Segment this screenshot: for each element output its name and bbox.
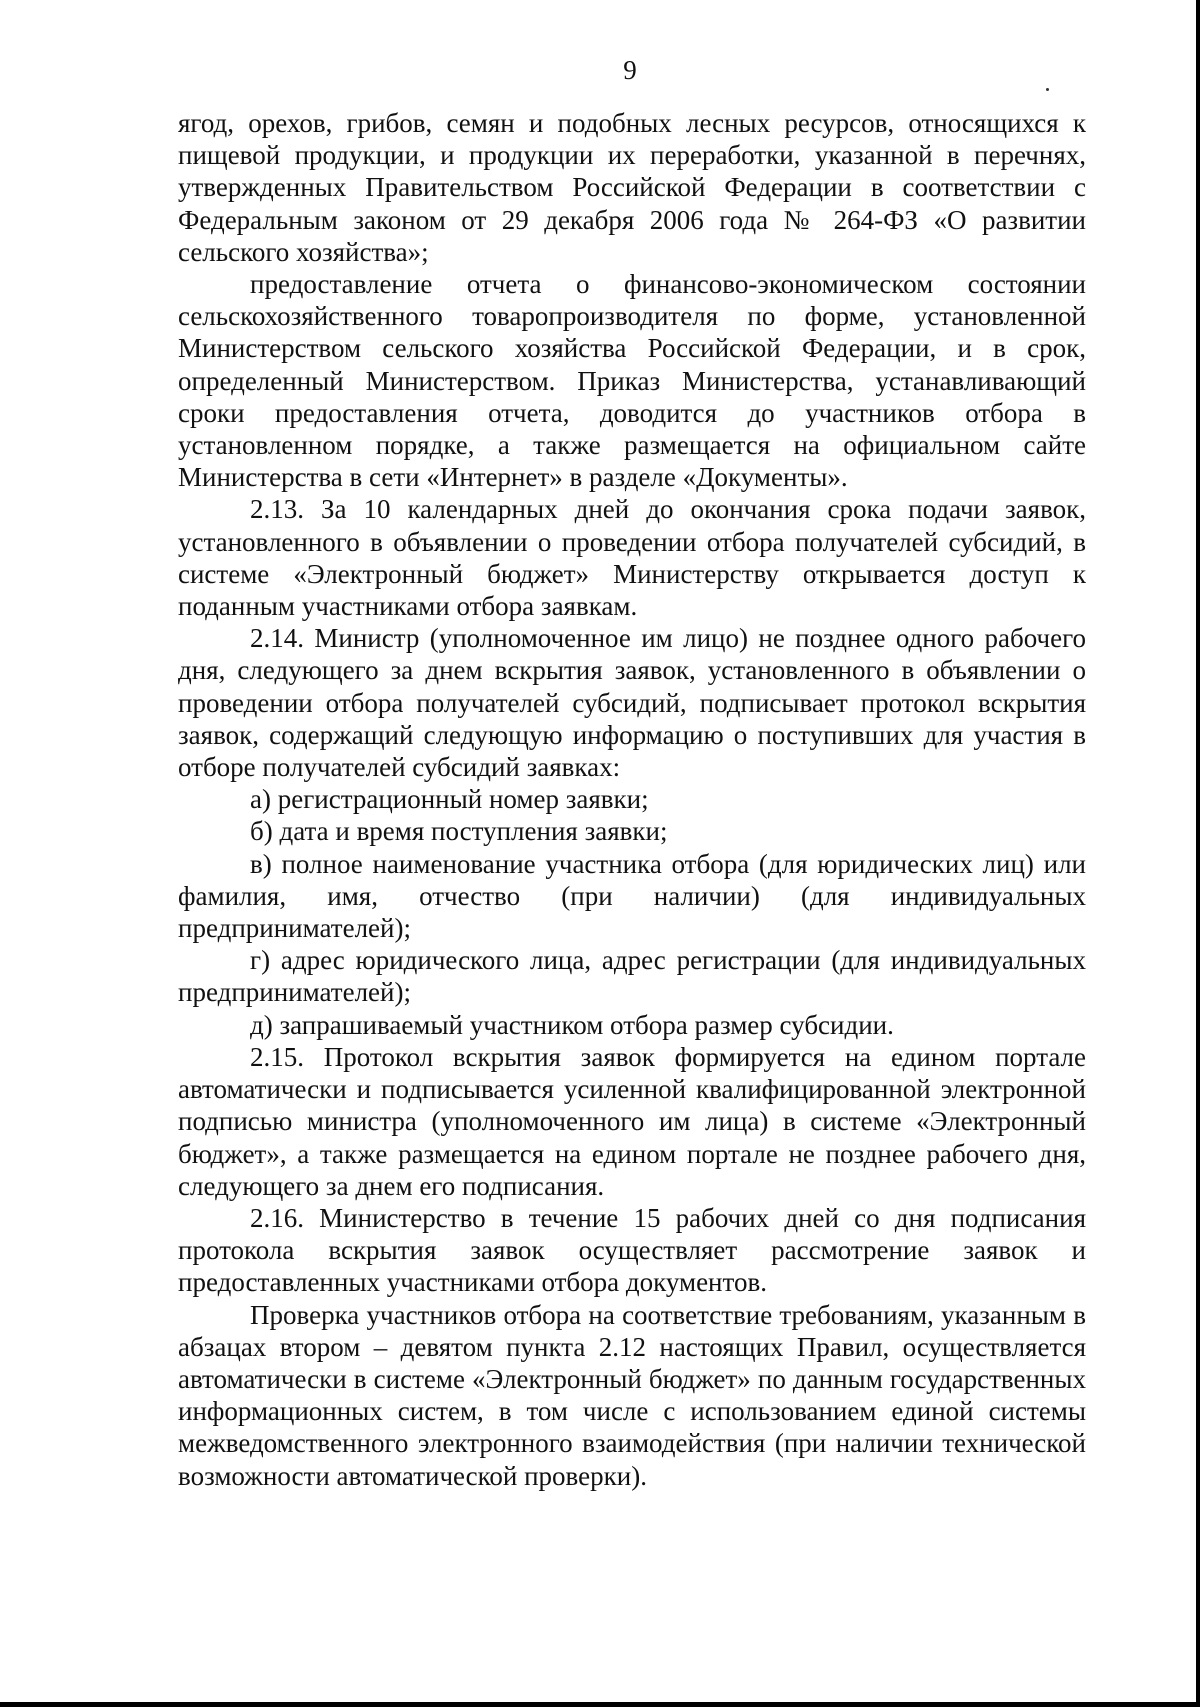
page-number: 9 <box>623 55 637 85</box>
list-item-b: б) дата и время поступления заявки; <box>250 816 668 847</box>
paragraph-participant-check: Проверка участников отбора на соответствие требованиям, указанным в абзацах втором – девятом пункта 2.12 настоящих Правил, осуществляется автоматически в системе «Электронный бюджет» по данным государственных информационных систем, в том числе с использованием единой системы межведомственного электронного взаимодействия (при наличии технической возможности автоматической проверки). <box>178 1299 1086 1491</box>
list-item-g: г) адрес юридического лица, адрес регистрации (для индивидуальных предпринимателей); <box>178 945 1086 1008</box>
paragraph-2-15: 2.15. Протокол вскрытия заявок формируется на едином портале автоматически и подписывается усиленной квалифицированной электронной подписью министра (уполномоченного им лица) в системе «Электронный бюджет», а также размещается на едином портале не позднее рабочего дня, следующего за днем его подписания. <box>178 1041 1086 1201</box>
paragraph-continuation: ягод, орехов, грибов, семян и подобных лесных ресурсов, относящихся к пищевой продукции, и продукции их переработки, указанной в перечнях, утвержденных Правительством Российской Федерации в соответствии с Федеральным законом от 29 декабря 2006 года № 264-ФЗ «О развитии сельского хозяйства»; <box>178 108 1086 267</box>
list-item-a: а) регистрационный номер заявки; <box>250 784 649 815</box>
scan-speck <box>1046 88 1049 91</box>
paragraph-2-16: 2.16. Министерство в течение 15 рабочих дней со дня подписания протокола вскрытия заявок осуществляет рассмотрение заявок и предоставленных участниками отбора документов. <box>178 1202 1086 1298</box>
scan-right-edge <box>1196 0 1200 1707</box>
paragraph-report-submission: предоставление отчета о финансово-экономическом состоянии сельскохозяйственного товаропроизводителя по форме, установленной Министерством сельского хозяйства Российской Федерации, и в срок, определенный Министерством. Приказ Министерства, устанавливающий сроки предоставления отчета, доводится до участников отбора в установленном порядке, а также размещается на официальном сайте Министерства в сети «Интернет» в разделе «Документы». <box>178 269 1086 493</box>
list-item-d: д) запрашиваемый участником отбора размер субсидии. <box>250 1009 894 1040</box>
scan-bottom-edge <box>0 1702 1200 1707</box>
paragraph-2-13: 2.13. За 10 календарных дней до окончания срока подачи заявок, установленного в объявлении о проведении отбора получателей субсидий, в системе «Электронный бюджет» Министерству открывается доступ к поданным участниками отбора заявкам. <box>178 494 1086 622</box>
list-item-v: в) полное наименование участника отбора (для юридических лиц) или фамилия, имя, отчество (при наличии) (для индивидуальных предпринимателей); <box>178 848 1086 944</box>
document-body <box>178 107 1086 1492</box>
paragraph-2-14: 2.14. Министр (уполномоченное им лицо) не позднее одного рабочего дня, следующего за днем вскрытия заявок, установленного в объявлении о проведении отбора получателей субсидий, подписывает протокол вскрытия заявок, содержащий следующую информацию о поступивших для участия в отборе получателей субсидий заявках: <box>178 623 1086 783</box>
